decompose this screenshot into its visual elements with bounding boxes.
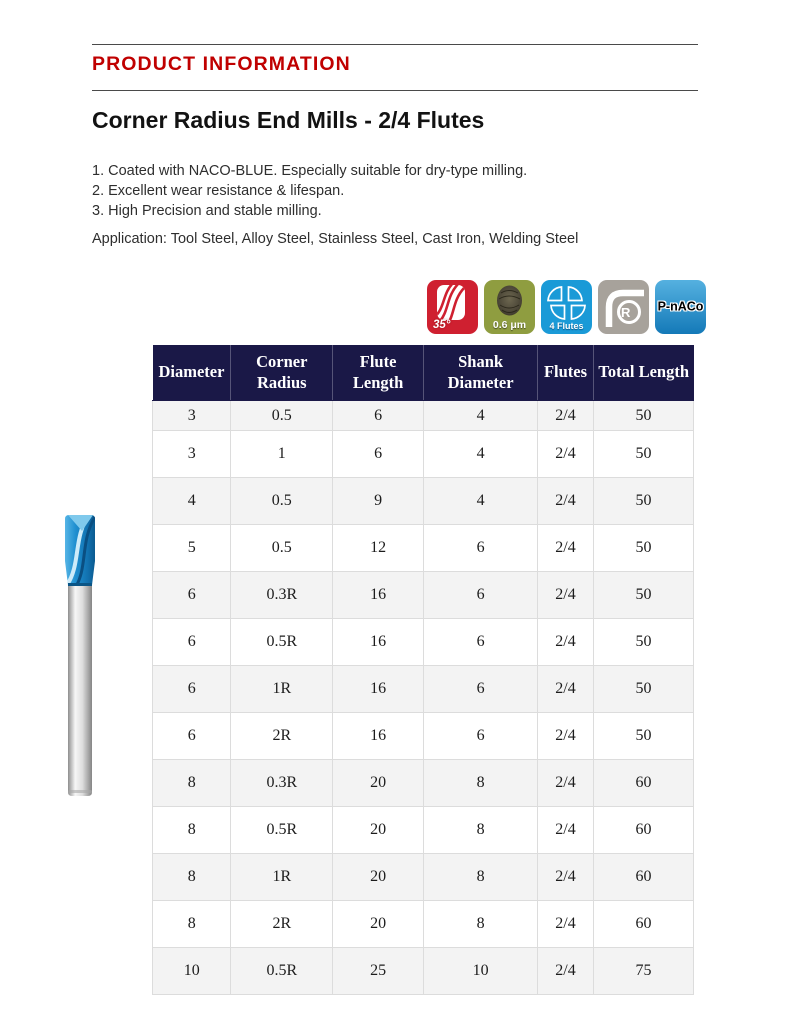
table-cell: 6 [333, 431, 424, 478]
table-cell: 1R [231, 854, 333, 901]
table-row [153, 478, 694, 525]
helix-angle-badge [427, 280, 478, 334]
table-cell: 16 [333, 572, 424, 619]
table-cell: 8 [153, 854, 231, 901]
four-flutes-badge [541, 280, 592, 334]
feature-item: 1. Coated with NACO-BLUE. Especially suitable for dry-type milling. [92, 163, 528, 179]
table-cell: 4 [424, 431, 538, 478]
page-title: PRODUCT INFORMATION [92, 53, 351, 75]
end-mill-illustration [61, 514, 99, 799]
table-cell: 0.5 [231, 478, 333, 525]
surface-roughness-label: 0.6 μm [492, 319, 527, 331]
divider-line [92, 90, 698, 91]
table-cell: 8 [153, 760, 231, 807]
table-cell: 20 [333, 901, 424, 948]
table-cell: 8 [424, 807, 538, 854]
table-cell: 0.3R [231, 572, 333, 619]
helix-angle-label: 35° [433, 319, 451, 331]
table-cell: 10 [424, 948, 538, 995]
table-cell: 50 [593, 619, 693, 666]
table-cell: 0.3R [231, 760, 333, 807]
corner-radius-badge [598, 280, 649, 334]
table-cell: 0.5R [231, 619, 333, 666]
table-cell: 1R [231, 666, 333, 713]
table-cell: 2/4 [538, 807, 594, 854]
table-cell: 3 [153, 401, 231, 431]
table-cell: 0.5R [231, 948, 333, 995]
table-cell: 0.5R [231, 807, 333, 854]
table-cell: 2/4 [538, 572, 594, 619]
table-cell: 2/4 [538, 401, 594, 431]
table-cell: 2/4 [538, 525, 594, 572]
table-cell: 2R [231, 713, 333, 760]
table-cell: 3 [153, 431, 231, 478]
table-cell: 2/4 [538, 713, 594, 760]
divider-line [92, 44, 698, 45]
table-cell: 8 [153, 807, 231, 854]
table-row [153, 760, 694, 807]
coating-badge [655, 280, 706, 334]
table-cell: 50 [593, 525, 693, 572]
table-row [153, 854, 694, 901]
column-header: Corner Radius [231, 345, 333, 401]
table-cell: 16 [333, 666, 424, 713]
table-cell: 2/4 [538, 619, 594, 666]
table-cell: 6 [153, 666, 231, 713]
table-cell: 6 [333, 401, 424, 431]
four-flutes-label: 4 Flutes [549, 321, 584, 331]
table-cell: 4 [424, 478, 538, 525]
table-cell: 2/4 [538, 478, 594, 525]
table-cell: 9 [333, 478, 424, 525]
table-row [153, 525, 694, 572]
table-cell: 8 [424, 854, 538, 901]
end-mill-photo [61, 514, 99, 799]
table-cell: 2/4 [538, 854, 594, 901]
table-cell: 4 [153, 478, 231, 525]
table-cell: 60 [593, 807, 693, 854]
table-cell: 6 [424, 525, 538, 572]
table-row [153, 713, 694, 760]
table-row [153, 948, 694, 995]
spec-table-body [153, 401, 694, 995]
table-cell: 60 [593, 854, 693, 901]
table-cell: 6 [153, 572, 231, 619]
table-cell: 50 [593, 572, 693, 619]
spec-table-head [153, 345, 694, 401]
table-cell: 2/4 [538, 431, 594, 478]
table-cell: 6 [153, 619, 231, 666]
application-text: Application: Tool Steel, Alloy Steel, Stainless Steel, Cast Iron, Welding Steel [92, 231, 579, 247]
table-cell: 6 [424, 619, 538, 666]
table-cell: 20 [333, 807, 424, 854]
table-cell: 2/4 [538, 760, 594, 807]
table-cell: 2R [231, 901, 333, 948]
table-cell: 5 [153, 525, 231, 572]
table-cell: 6 [424, 713, 538, 760]
table-cell: 2/4 [538, 901, 594, 948]
table-cell: 6 [424, 666, 538, 713]
column-header: Shank Diameter [424, 345, 538, 401]
surface-roughness-badge [484, 280, 535, 334]
table-cell: 8 [424, 760, 538, 807]
table-cell: 0.5 [231, 401, 333, 431]
table-cell: 75 [593, 948, 693, 995]
spec-table [152, 345, 694, 995]
feature-item: 2. Excellent wear resistance & lifespan. [92, 183, 345, 199]
table-cell: 50 [593, 401, 693, 431]
badge-row [427, 280, 706, 334]
table-row [153, 901, 694, 948]
table-cell: 50 [593, 431, 693, 478]
table-cell: 1 [231, 431, 333, 478]
column-header: Total Length [593, 345, 693, 401]
feature-list [92, 161, 527, 221]
table-cell: 25 [333, 948, 424, 995]
table-row [153, 807, 694, 854]
table-cell: 0.5 [231, 525, 333, 572]
table-cell: 50 [593, 666, 693, 713]
table-row [153, 401, 694, 431]
table-cell: 6 [153, 713, 231, 760]
column-header: Diameter [153, 345, 231, 401]
table-cell: 16 [333, 619, 424, 666]
table-cell: 2/4 [538, 666, 594, 713]
table-cell: 16 [333, 713, 424, 760]
table-cell: 50 [593, 713, 693, 760]
table-cell: 8 [153, 901, 231, 948]
table-cell: 20 [333, 854, 424, 901]
header-row [153, 345, 694, 401]
table-row [153, 572, 694, 619]
table-cell: 10 [153, 948, 231, 995]
table-cell: 2/4 [538, 948, 594, 995]
table-cell: 12 [333, 525, 424, 572]
table-cell: 60 [593, 901, 693, 948]
table-row [153, 619, 694, 666]
table-row [153, 666, 694, 713]
product-title: Corner Radius End Mills - 2/4 Flutes [92, 107, 485, 133]
table-cell: 60 [593, 760, 693, 807]
feature-item: 3. High Precision and stable milling. [92, 203, 322, 219]
corner-radius-label: R [621, 305, 631, 320]
table-row [153, 431, 694, 478]
table-cell: 6 [424, 572, 538, 619]
column-header: Flute Length [333, 345, 424, 401]
table-cell: 8 [424, 901, 538, 948]
table-cell: 20 [333, 760, 424, 807]
table-cell: 50 [593, 478, 693, 525]
column-header: Flutes [538, 345, 594, 401]
table-cell: 4 [424, 401, 538, 431]
coating-label: P-nACo [657, 299, 704, 314]
